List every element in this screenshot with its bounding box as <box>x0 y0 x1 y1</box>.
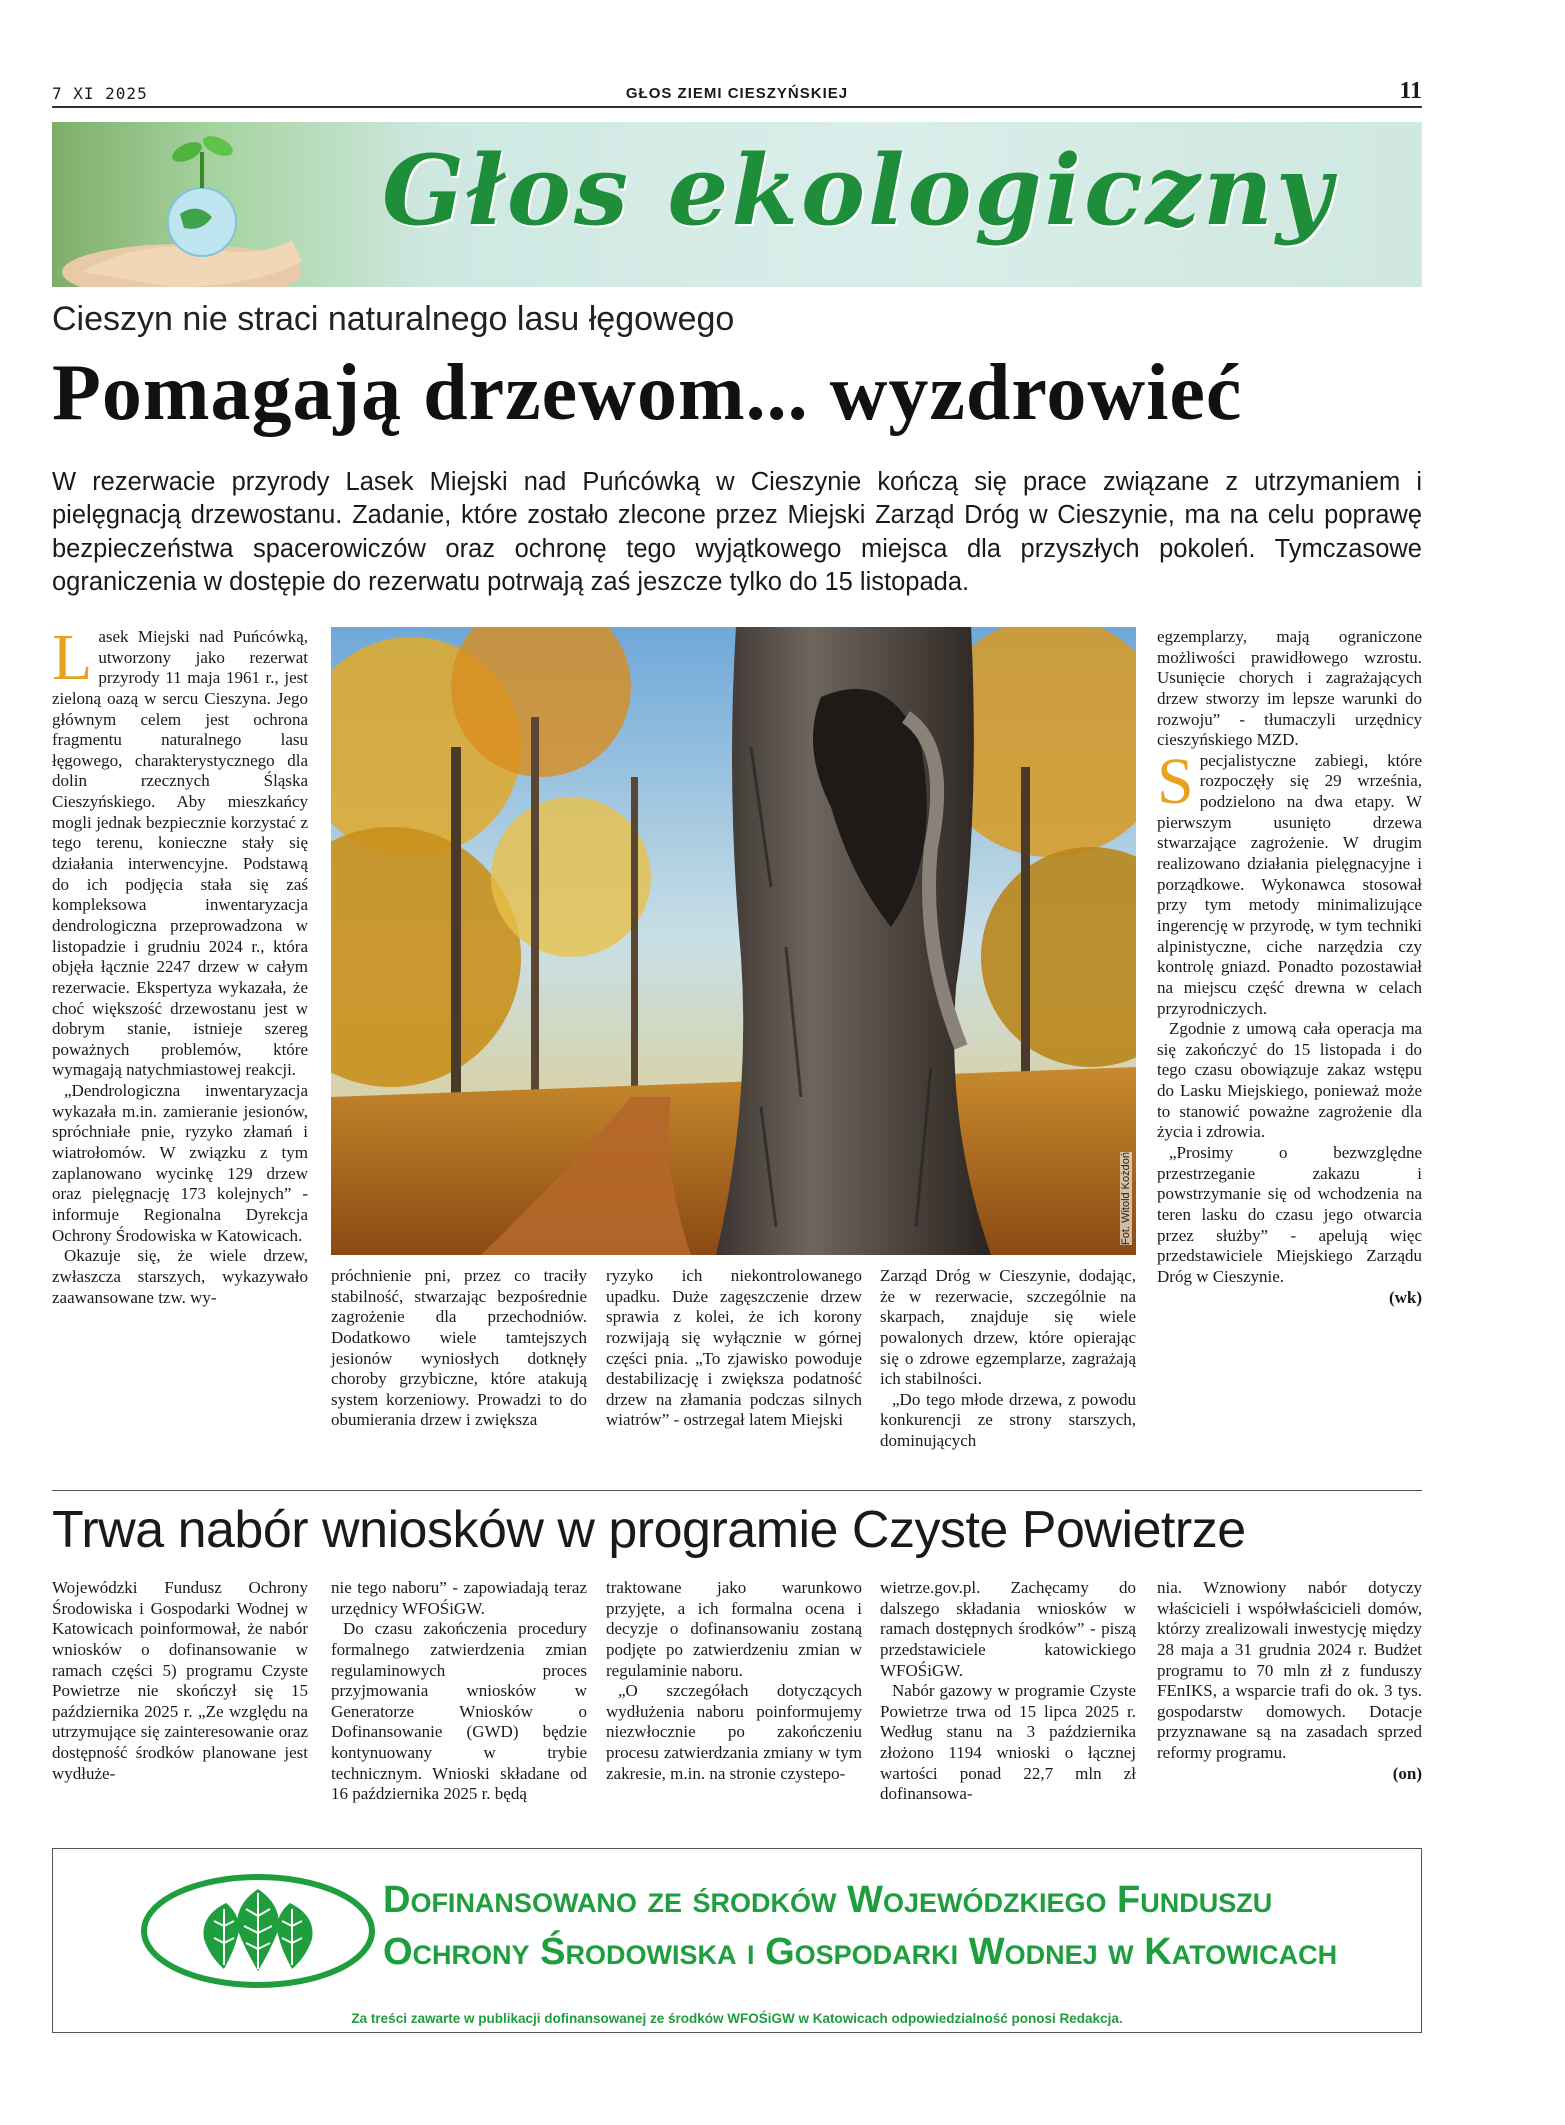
paragraph: nie tego naboru” - zapowiadają teraz urzędnicy WFOŚiGW. <box>331 1578 587 1618</box>
paragraph: traktowane jako warunkowo przyjęte, a ich formalna ocena i decyzje o dofinansowaniu zostaną podjęte po zatwierdzeniu zmian w regulaminie naboru. <box>606 1578 862 1680</box>
article-column-3 <box>606 1266 862 1431</box>
paragraph: Zgodnie z umową cała operacja ma się zakończyć do 15 listopada i do tego czasu obowiązuje zakaz wstępu do Lasku Miejskiego, ponieważ może to stanowić poważne zagrożenie dla życia i zdrowia. <box>1157 1019 1422 1142</box>
paragraph: próchnienie pni, przez co traciły stabilność, stwarzając bezpośrednie zagrożenie dla przechodniów. Dodatkowo wiele tamtejszych jesionów wyniosłych dotknęły choroby grzybiczne, które atakują system korzeniowy. Prowadzi to do obumierania drzew i zwiększa <box>331 1266 587 1430</box>
article-separator <box>52 1490 1422 1491</box>
paragraph: Nabór gazowy w programie Czyste Powietrze trwa od 15 lipca 2025 r. Według stanu na 3 października złożono 1194 wnioski o łącznej wartości ponad 22,7 mln zł dofinansowa- <box>880 1681 1136 1804</box>
paragraph: „O szczegółach dotyczących wydłużenia naboru poinformujemy niezwłocznie po zakończeniu procesu zatwierdzania zmiany w tym zakresie, m.in. na stronie czystepo- <box>606 1681 862 1783</box>
drop-cap: S <box>1157 744 1194 818</box>
paragraph: ryzyko ich niekontrolowanego upadku. Duże zagęszczenie drzew sprawia z kolei, że ich korony rozwijają się wyłącznie w górnej części pnia. „To zjawisko powoduje destabilizację i zwiększa podatność drzew na złamania podczas silnych wiatrów” - ostrzegał latem Miejski <box>606 1266 862 1430</box>
paragraph: asek Miejski nad Puńcówką, utworzony jako rezerwat przyrody 11 maja 1961 r., jest zieloną oazą w sercu Cieszyna. Jego głównym celem jest ochrona fragmentu naturalnego lasu łęgowego, charakterystycznego dla dolin rzecznych Śląska Cieszyńskiego. Aby mieszkańcy mogli jednak bezpiecznie korzystać z tego terenu, konieczne stały się działania interwencyjne. Podstawą do ich podjęcia stała się zaś kompleksowa inwentaryzacja dendrologiczna przeprowadzona w listopadzie i grudniu 2024 r., która objęła łącznie 2247 drzew w całym rezerwacie. Ekspertyza wykazała, że choć większość drzewostanu jest w dobrym stanie, istnieje szereg poważnych problemów, które wymagają natychmiastowej reakcji. <box>52 627 308 1080</box>
paragraph: „Prosimy o bezwzględne przestrzeganie zakazu i powstrzymanie się od wchodzenia na teren lasku do czasu jego otwarcia przez służby” - apelują więc przedstawiciele Miejskiego Zarządu Dróg w Cieszynie. <box>1157 1143 1422 1286</box>
article2-column-3 <box>606 1578 862 1784</box>
paragraph: wietrze.gov.pl. Zachęcamy do dalszego składania wniosków w ramach dostępnych środków” - piszą przedstawiciele katowickiego WFOŚiGW. <box>880 1578 1136 1680</box>
article2-headline: Trwa nabór wniosków w programie Czyste Powietrze <box>52 1501 1246 1559</box>
article-column-5 <box>1157 627 1422 1308</box>
paragraph: „Do tego młode drzewa, z powodu konkurencji ze strony starszych, dominujących <box>880 1389 1136 1451</box>
running-head <box>52 78 1422 108</box>
globe-in-hand-icon <box>52 122 312 287</box>
paragraph: Wojewódzki Fundusz Ochrony Środowiska i Gospodarki Wodnej w Katowicach poinformował, że nabór wniosków o dofinansowanie w ramach części 5) programu Czyste Powietrze nie skończył się 15 października 2025 r. „Ze względu na utrzymujące się zainteresowanie oraz dostępność środków planowane jest wydłuże- <box>52 1578 308 1783</box>
sponsor-line-1: Dofinansowano ze środków Wojewódzkiego Funduszu <box>383 1879 1273 1921</box>
autumn-forest-image <box>331 627 1136 1255</box>
photo-credit: Fot. Witold Kożdoń <box>1120 1152 1132 1245</box>
section-title: Głos ekologiczny <box>382 134 1335 247</box>
paragraph: pecjalistyczne zabiegi, które rozpoczęły się 29 września, podzielono na dwa etapy. W pierwszym usunięto drzewa stwarzające zagrożenie. W drugim realizowano działania pielęgnacyjne i porządkowe. Wykonawca stosował przy tym metody minimalizujące ingerencję w przyrodę, w tym techniki alpinistyczne, ciche narzędzia czy kontrolę gniazd. Ponadto pozostawiał na miejscu część drewna w celach przyrodniczych. <box>1157 750 1422 1018</box>
author-signature: (wk) <box>1388 1287 1422 1307</box>
article2-column-4 <box>880 1578 1136 1805</box>
paragraph: „Dendrologiczna inwentaryzacja wykazała m.in. zamieranie jesionów, spróchniałe pnie, ryzyko złamań i wiatrołomów. W związku z tym zaplanowano wycinkę 129 drzew oraz pielęgnację 173 kolejnych” - informuje Regionalna Dyrekcja Ochrony Środowiska w Katowicach. <box>52 1081 308 1245</box>
article-kicker: Cieszyn nie straci naturalnego lasu łęgowego <box>52 300 735 338</box>
sponsor-line-2: Ochrony Środowiska i Gospodarki Wodnej w Katowicach <box>383 1931 1338 1973</box>
sponsor-disclaimer: Za treści zawarte w publikacji dofinansowanej ze środków WFOŚiGW w Katowicach odpowiedzialność ponosi Redakcja. <box>351 2011 1123 2026</box>
article2-column-5 <box>1157 1578 1422 1784</box>
newspaper-name: GŁOS ZIEMI CIESZYŃSKIEJ <box>625 85 849 102</box>
paragraph: egzemplarzy, mają ograniczone możliwości prawidłowego wzrostu. Usunięcie chorych i zagrażających drzew stworzy im lepsze warunki do rozwoju” - tłumaczyli urzędnicy cieszyńskiego MZD. <box>1157 627 1422 750</box>
article-column-1 <box>52 621 308 1308</box>
article-lead: W rezerwacie przyrody Lasek Miejski nad Puńcówką w Cieszynie kończą się prace związane z utrzymaniem i pielęgnacją drzewostanu. Zadanie, które zostało zlecone przez Miejski Zarząd Dróg w Cieszynie, ma na celu poprawę bezpieczeństwa spacerowiczów oraz ochronę tego wyjątkowego miejsca dla przyszłych pokoleń. Tymczasowe ograniczenia w dostępie do rezerwatu potrwają zaś jeszcze tylko do 15 listopada. <box>52 468 1422 597</box>
paragraph: nia. Wznowiony nabór dotyczy właścicieli i współwłaścicieli domów, którzy zrealizowali inwestycję między 28 maja a 31 grudnia 2024 r. Budżet programu to 70 mln zł z funduszy FEnIKS, a wsparcie trafi do ok. 3 tys. gospodarstw domowych. Dotacje przyznawane są na zasadach sprzed reformy programu. <box>1157 1578 1422 1763</box>
article-column-4 <box>880 1266 1136 1452</box>
article2-column-1 <box>52 1578 308 1784</box>
paragraph: Do czasu zakończenia procedury formalnego zatwierdzenia zmian regulaminowych proces przyjmowania wniosków w Generatorze Wniosków o Dofinansowanie (GWD) będzie kontynuowany w trybie technicznym. Wnioski składane od 16 października 2025 r. będą <box>331 1619 587 1804</box>
article-headline: Pomagają drzewom... wyzdrowieć <box>52 349 1243 437</box>
forest-photo <box>331 627 1136 1255</box>
paragraph: Zarząd Dróg w Cieszynie, dodając, że w rezerwacie, szczególnie na skarpach, znajduje się wiele powalonych drzew, które opierając się o zdrowe egzemplarze, zagrażają ich stabilności. <box>880 1266 1136 1389</box>
article-column-2 <box>331 1266 587 1431</box>
sponsor-box <box>52 1848 1422 2033</box>
article2-column-2 <box>331 1578 587 1805</box>
paragraph: Okazuje się, że wiele drzew, zwłaszcza starszych, wykazywało zaawansowane tzw. wy- <box>52 1246 308 1307</box>
section-banner <box>52 122 1422 287</box>
author-signature: (on) <box>1392 1763 1422 1783</box>
page-number: 11 <box>1399 78 1422 104</box>
drop-cap: L <box>52 621 93 694</box>
wfosigw-leaf-logo <box>138 1871 378 1991</box>
issue-date: 7 XI 2025 <box>52 84 148 103</box>
